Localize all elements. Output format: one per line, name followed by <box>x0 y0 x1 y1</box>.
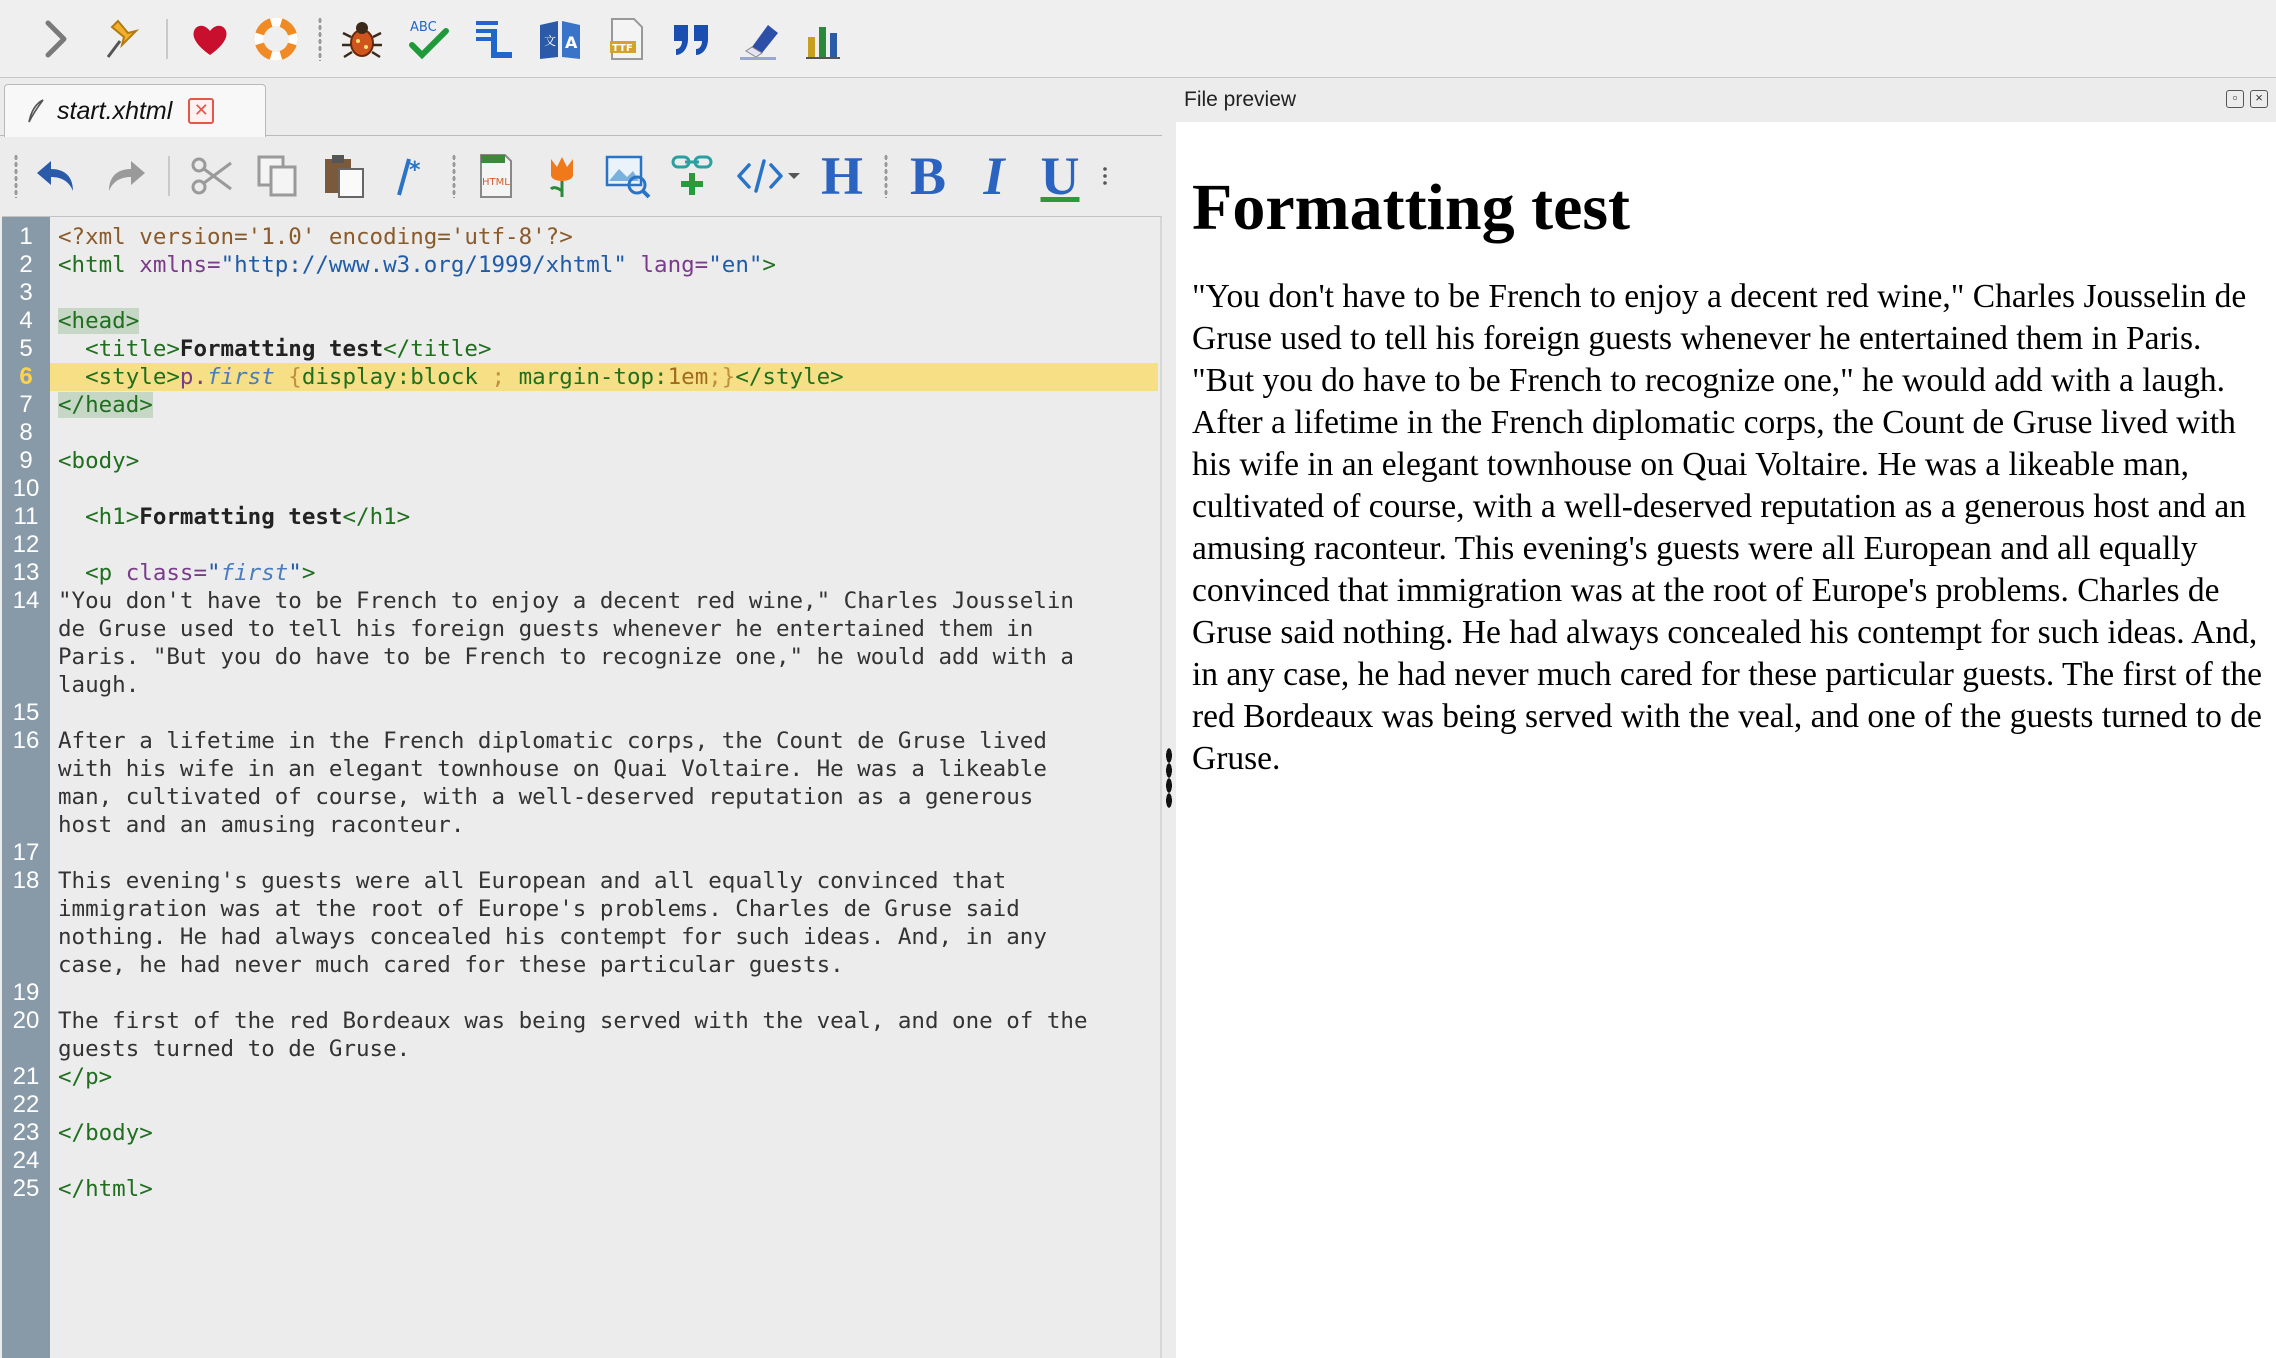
code-line <box>2 419 1160 447</box>
code-text <box>50 475 58 503</box>
code-text: "You don't have to be French to enjoy a decent red wine," Charles Jousselin de Gruse used to tell his foreign guests whenever he entertained them in Paris. "But you do have to be French to recognize one," he would add with a laugh. <box>58 588 1074 698</box>
code-line <box>2 503 1160 531</box>
more-options-icon[interactable] <box>1098 148 1112 204</box>
svg-text:ABC: ABC <box>410 19 437 35</box>
eraser-icon[interactable] <box>730 11 786 67</box>
code-line <box>2 727 1160 839</box>
insert-image-icon[interactable] <box>600 148 656 204</box>
code-editor-pane <box>0 78 1162 1358</box>
code-line <box>2 559 1160 587</box>
svg-text:A: A <box>565 32 578 52</box>
code-text <box>50 279 58 307</box>
code-text: <body> <box>58 448 140 474</box>
toolbar-divider <box>166 19 168 59</box>
line-number: 19 <box>12 979 40 1006</box>
cut-icon[interactable] <box>184 148 240 204</box>
code-tag-icon[interactable] <box>732 148 788 204</box>
code-line-current <box>2 363 1160 391</box>
tab-bar <box>0 78 1162 136</box>
lifebuoy-icon[interactable] <box>248 11 304 67</box>
code-text: <title>Formatting test</title> <box>85 336 492 362</box>
code-text: <?xml version='1.0' encoding='utf-8'?> <box>58 224 573 250</box>
svg-text:TTF: TTF <box>612 42 633 54</box>
line-number: 24 <box>12 1147 40 1174</box>
file-preview-pane <box>1176 78 2276 1358</box>
line-number: 6 <box>19 363 33 390</box>
line-number: 21 <box>12 1063 40 1090</box>
line-number: 22 <box>12 1091 40 1118</box>
toolbar-grip <box>884 154 888 198</box>
toolbar-divider <box>168 156 170 196</box>
code-text: After a lifetime in the French diplomatic corps, the Count de Gruse lived with his wife in an elegant townhouse on Quai Voltaire. He was a likeable man, cultivated of course, with a well-deserved reputation as a generous host and an amusing raconteur. <box>58 728 1047 838</box>
code-text: <head> <box>58 308 140 334</box>
line-number: 1 <box>19 223 33 250</box>
line-number: 17 <box>12 839 40 866</box>
italic-label: I <box>983 146 1005 206</box>
code-line <box>2 251 1160 279</box>
code-line <box>2 1007 1160 1063</box>
line-number: 12 <box>12 531 40 558</box>
paste-icon[interactable] <box>316 148 372 204</box>
code-line <box>2 447 1160 475</box>
code-line <box>2 979 1160 1007</box>
line-number: 25 <box>12 1175 40 1202</box>
spellcheck-icon[interactable] <box>400 11 456 67</box>
code-line <box>2 335 1160 363</box>
code-text: </body> <box>58 1120 153 1146</box>
code-text: <p class="first"> <box>85 560 316 586</box>
code-text <box>50 979 58 1007</box>
code-line <box>2 391 1160 419</box>
code-line <box>2 699 1160 727</box>
code-line <box>2 531 1160 559</box>
pane-splitter[interactable] <box>1162 78 1176 1358</box>
line-number: 16 <box>12 727 40 754</box>
code-line <box>2 1091 1160 1119</box>
code-text: <h1>Formatting test</h1> <box>85 504 411 530</box>
undo-icon[interactable] <box>30 148 86 204</box>
svg-text:文: 文 <box>544 33 557 48</box>
line-number: 14 <box>12 587 40 614</box>
line-number: 5 <box>19 335 33 362</box>
chart-icon[interactable] <box>796 11 852 67</box>
code-line <box>2 475 1160 503</box>
close-icon[interactable]: ✕ <box>188 98 214 124</box>
comment-icon[interactable] <box>382 148 438 204</box>
heart-icon[interactable] <box>182 11 238 67</box>
edit-toolbar <box>0 138 1162 214</box>
toolbar-grip <box>14 154 18 198</box>
line-number: 13 <box>12 559 40 586</box>
code-line <box>2 307 1160 335</box>
float-icon[interactable]: ▫ <box>2226 90 2244 108</box>
code-text <box>50 699 58 727</box>
preview-document <box>1192 168 2267 780</box>
preview-title: File preview <box>1184 88 1297 111</box>
copy-icon[interactable] <box>250 148 306 204</box>
line-number: 23 <box>12 1119 40 1146</box>
italic-button[interactable] <box>966 148 1022 204</box>
code-text <box>50 1147 58 1175</box>
heading-label: H <box>820 146 863 206</box>
heading-button[interactable] <box>814 148 870 204</box>
dictionary-icon[interactable] <box>532 11 588 67</box>
code-line <box>2 1119 1160 1147</box>
bold-label: B <box>909 146 947 206</box>
toolbar-grip <box>318 17 322 61</box>
line-number: 2 <box>19 251 33 278</box>
reports-icon[interactable] <box>466 11 522 67</box>
code-text <box>50 531 58 559</box>
line-number: 15 <box>12 699 40 726</box>
splitter-handle[interactable] <box>1166 748 1172 808</box>
line-number: 7 <box>19 391 33 418</box>
code-text <box>50 839 58 867</box>
line-number: 3 <box>19 279 33 306</box>
close-icon[interactable]: × <box>2250 90 2268 108</box>
underline-button[interactable] <box>1032 148 1088 204</box>
code-line <box>2 223 1160 251</box>
preview-header-buttons <box>2226 90 2268 108</box>
code-text: </head> <box>58 392 153 418</box>
code-lines <box>2 223 1160 1203</box>
code-text: This evening's guests were all European and all equally convinced that immigration was at the root of Europe's problems. Charles de Gruse said nothing. He had always concealed his contempt for such ideas. And, in any case, he had never much cared for these particular guests. <box>58 868 1047 978</box>
tab-start-xhtml[interactable] <box>4 84 266 137</box>
tab-label: start.xhtml <box>57 96 173 125</box>
line-number: 10 <box>12 475 40 502</box>
insert-link-icon[interactable] <box>666 148 722 204</box>
code-text: The first of the red Bordeaux was being served with the veal, and one of the guests turned to de Gruse. <box>58 1008 1088 1062</box>
svg-text:*: * <box>409 158 421 183</box>
code-line <box>2 587 1160 699</box>
code-text: </p> <box>58 1064 113 1090</box>
code-line <box>2 839 1160 867</box>
toolbar-grip <box>452 154 456 198</box>
code-text: </html> <box>58 1176 153 1202</box>
bold-button[interactable] <box>900 148 956 204</box>
preview-paragraph: "You don't have to be French to enjoy a decent red wine," Charles Jousselin de Gruse used to tell his foreign guests whenever he entertained them in Paris. "But you do have to be French to recognize one," he would add with a laugh. After a lifetime in the French diplomatic corps, the Count de Gruse lived with his wife in an elegant townhouse on Quai Voltaire. He was a likeable man, cultivated of course, with a well-deserved reputation as a generous host and an amusing raconteur. This evening's guests were all European and all equally convinced that immigration was at the root of Europe's problems. Charles de Gruse said nothing. He had always concealed his contempt for such ideas. And, in any case, he had never much cared for these particular guests. The first of the red Bordeaux was being served with the veal, and one of the guests turned to de Gruse. <box>1192 278 2263 777</box>
preview-header <box>1176 78 2276 122</box>
line-number: 18 <box>12 867 40 894</box>
line-number: 9 <box>19 447 33 474</box>
code-line <box>2 1147 1160 1175</box>
code-line <box>2 1063 1160 1091</box>
main-toolbar <box>0 0 2276 78</box>
code-line <box>2 867 1160 979</box>
line-number: 11 <box>13 503 39 530</box>
chevron-down-icon[interactable] <box>786 148 802 204</box>
code-text: <style>p.first {display:block ; margin-top:1em;}</style> <box>50 363 1158 391</box>
bug-icon[interactable] <box>334 11 390 67</box>
code-text <box>50 1091 58 1119</box>
code-view[interactable] <box>2 216 1162 1358</box>
line-number: 20 <box>12 1007 40 1034</box>
code-text <box>50 419 58 447</box>
pin-icon[interactable] <box>94 11 150 67</box>
tulip-icon[interactable] <box>534 148 590 204</box>
redo-icon[interactable] <box>96 148 152 204</box>
quote-icon[interactable] <box>664 11 720 67</box>
quill-icon <box>25 98 47 124</box>
svg-text:HTML: HTML <box>482 177 510 188</box>
line-number: 4 <box>19 307 33 334</box>
line-number: 8 <box>19 419 33 446</box>
code-line <box>2 1175 1160 1203</box>
html-file-icon[interactable] <box>468 148 524 204</box>
ttf-font-icon[interactable] <box>598 11 654 67</box>
underline-label: U <box>1040 146 1080 206</box>
preview-heading: Formatting test <box>1192 171 1631 244</box>
code-text: <html xmlns="http://www.w3.org/1999/xhtml" lang="en"> <box>58 252 776 278</box>
code-line <box>2 279 1160 307</box>
forward-arrow-icon[interactable] <box>28 11 84 67</box>
